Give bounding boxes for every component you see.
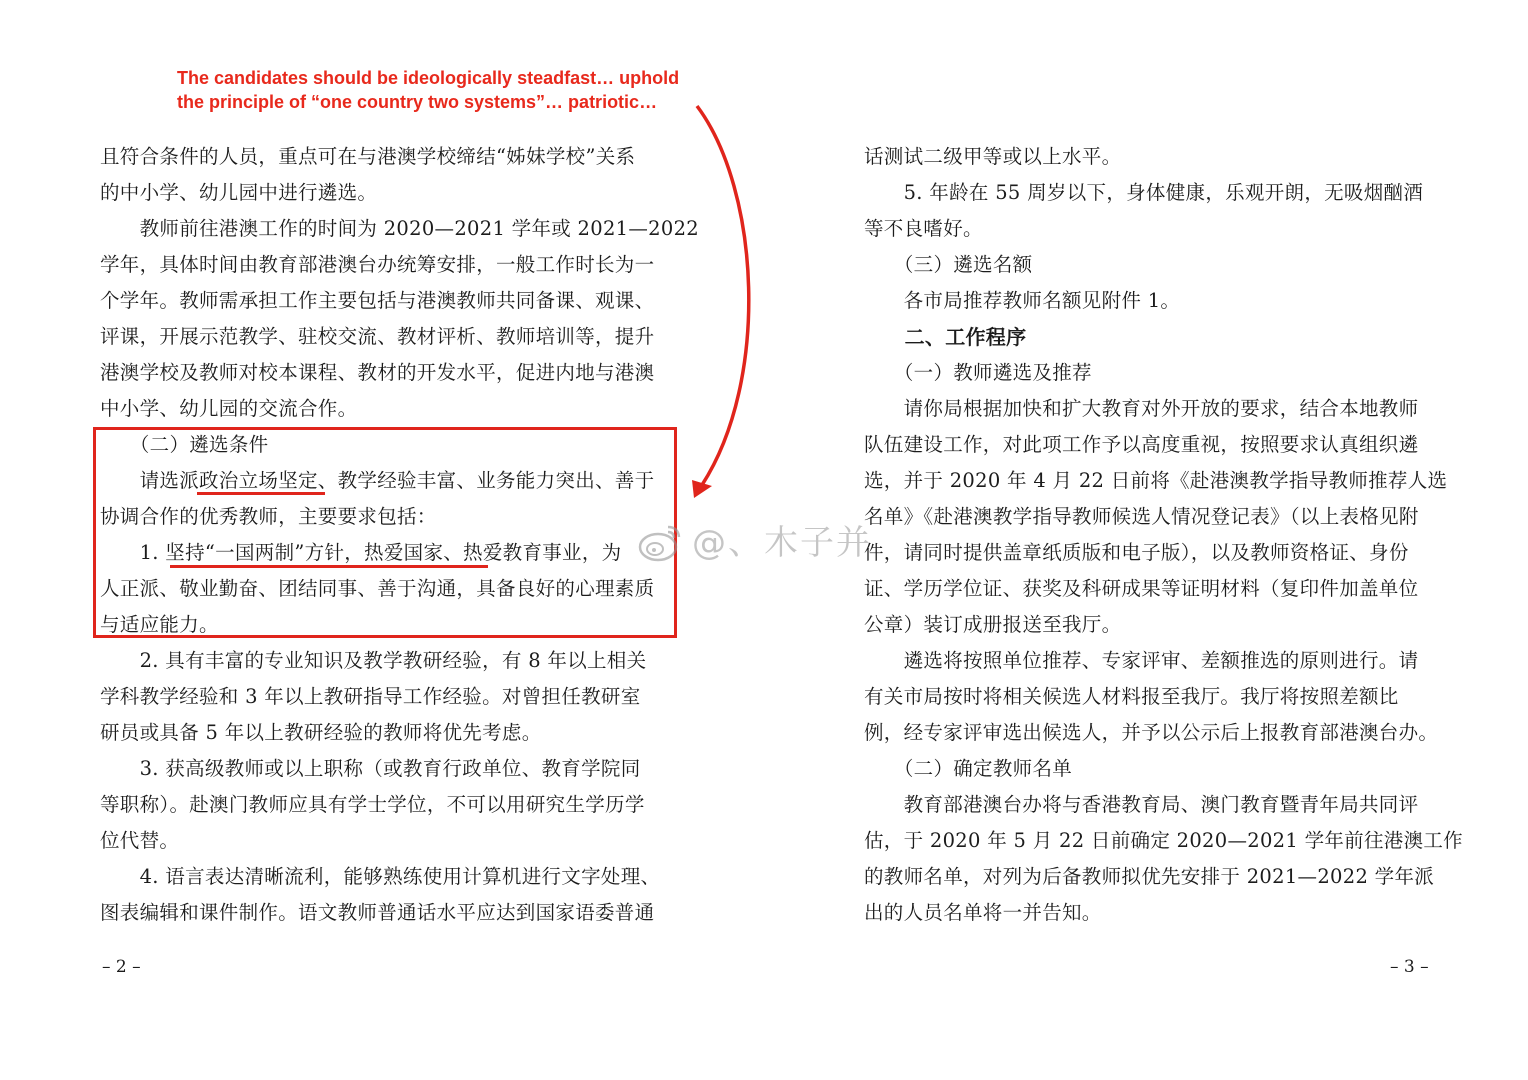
text-line: 的中小学、幼儿园中进行遴选。 — [100, 181, 378, 204]
text-line: 中小学、幼儿园的交流合作。 — [100, 397, 358, 420]
text-line: 学科教学经验和 3 年以上教研指导工作经验。对曾担任教研室 — [100, 685, 641, 708]
text-line: 图表编辑和课件制作。语文教师普通话水平应达到国家语委普通 — [100, 901, 655, 924]
text-line: 3. 获高级教师或以上职称（或教育行政单位、教育学院同 — [100, 757, 641, 780]
text-line: 有关市局按时将相关候选人材料报至我厅。我厅将按照差额比 — [864, 685, 1399, 708]
text-line: 研员或具备 5 年以上教研经验的教师将优先考虑。 — [100, 721, 542, 744]
section-heading: （二）确定教师名单 — [864, 757, 1073, 780]
text-line: 请你局根据加快和扩大教育对外开放的要求，结合本地教师 — [864, 397, 1419, 420]
text-line: 各市局推荐教师名额见附件 1。 — [864, 289, 1181, 312]
arrow-curve — [697, 106, 749, 485]
text-line: 等职称）。赴澳门教师应具有学士学位，不可以用研究生学历学 — [100, 793, 645, 816]
text-line: 名单》《赴港澳教学指导教师候选人情况登记表》（以上表格见附 — [864, 505, 1419, 528]
text-line: 1. 坚持“一国两制”方针，热爱国家、热爱教育事业，为 — [100, 541, 622, 564]
text-line: 2. 具有丰富的专业知识及教学教研经验，有 8 年以上相关 — [100, 649, 647, 672]
weibo-logo-icon — [636, 519, 684, 567]
text-line: 教师前往港澳工作的时间为 2020—2021 学年或 2021—2022 — [100, 217, 699, 240]
text-line: 请选派政治立场坚定、教学经验丰富、业务能力突出、善于 — [100, 469, 655, 492]
text-line: 与适应能力。 — [100, 613, 219, 636]
text-line: 且符合条件的人员，重点可在与港澳学校缔结“姊妹学校”关系 — [100, 145, 636, 168]
text-line: 港澳学校及教师对校本课程、教材的开发水平，促进内地与港澳 — [100, 361, 655, 384]
text-line: 等不良嗜好。 — [864, 217, 983, 240]
text-line: 位代替。 — [100, 829, 180, 852]
text-line: 队伍建设工作，对此项工作予以高度重视，按照要求认真组织遴 — [864, 433, 1419, 456]
page-number: – 2 – — [102, 957, 141, 977]
annotation-line-1: The candidates should be ideologically steadfast… uphold — [177, 68, 680, 88]
text-line: 遴选将按照单位推荐、专家评审、差额推选的原则进行。请 — [864, 649, 1419, 672]
text-line: 的教师名单，对列为后备教师拟优先安排于 2021—2022 学年派 — [864, 865, 1435, 888]
text-line: 人正派、敬业勤奋、团结同事、善于沟通，具备良好的心理素质 — [100, 577, 655, 600]
text-line: 件，请同时提供盖章纸质版和电子版），以及教师资格证、身份 — [864, 541, 1409, 564]
text-line: 5. 年龄在 55 周岁以下，身体健康，乐观开朗，无吸烟酗酒 — [864, 181, 1424, 204]
text-line: 话测试二级甲等或以上水平。 — [864, 145, 1122, 168]
text-line: 证、学历学位证、获奖及科研成果等证明材料（复印件加盖单位 — [864, 577, 1419, 600]
section-heading: （二）遴选条件 — [100, 433, 269, 456]
text-line: 估，于 2020 年 5 月 22 日前确定 2020—2021 学年前往港澳工作 — [864, 829, 1463, 852]
text-line: 学年，具体时间由教育部港澳台办统筹安排，一般工作时长为一 — [100, 253, 655, 276]
section-heading: （一）教师遴选及推荐 — [864, 361, 1092, 384]
text-line: 教育部港澳台办将与香港教育局、澳门教育暨青年局共同评 — [864, 793, 1419, 816]
annotation-line-2: the principle of “one country two systems”… patriotic… — [177, 92, 658, 112]
page-number: – 3 – — [1390, 957, 1429, 977]
text-line: 选，并于 2020 年 4 月 22 日前将《赴港澳教学指导教师推荐人选 — [864, 469, 1448, 492]
chapter-heading: 二、工作程序 — [864, 325, 1027, 349]
watermark — [636, 513, 936, 573]
text-line: 出的人员名单将一并告知。 — [864, 901, 1102, 924]
section-heading: （三）遴选名额 — [864, 253, 1033, 276]
text-line: 公章）装订成册报送至我厅。 — [864, 613, 1122, 636]
text-line: 个学年。教师需承担工作主要包括与港澳教师共同备课、观课、 — [100, 289, 655, 312]
text-line: 协调合作的优秀教师，主要要求包括： — [100, 505, 437, 528]
text-line: 评课，开展示范教学、驻校交流、教材评析、教师培训等，提升 — [100, 325, 655, 348]
text-line: 例，经专家评审选出候选人，并予以公示后上报教育部港澳台办。 — [864, 721, 1439, 744]
text-line: 4. 语言表达清晰流利，能够熟练使用计算机进行文字处理、 — [100, 865, 661, 888]
watermark-text: @、木子并 — [692, 523, 872, 563]
